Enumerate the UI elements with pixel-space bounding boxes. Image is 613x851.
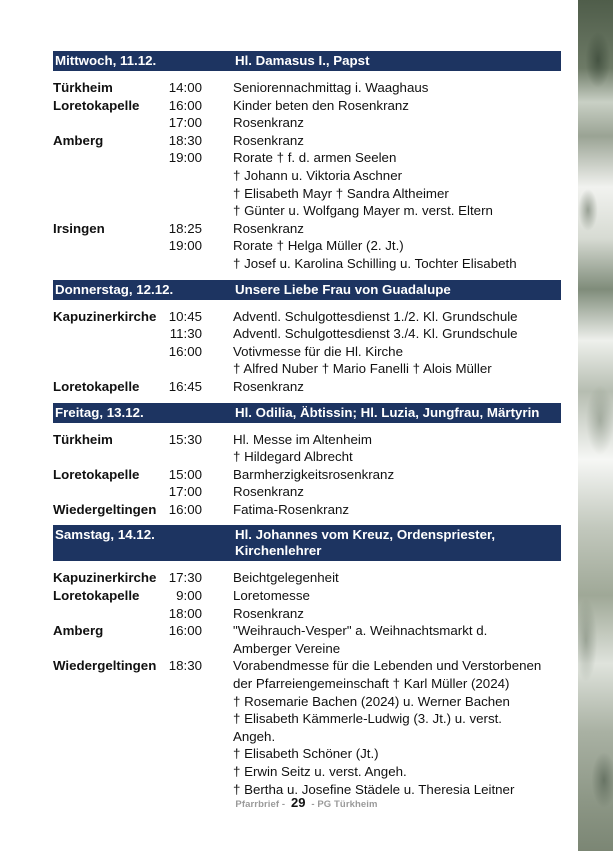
entry-description xyxy=(233,325,561,343)
day-section xyxy=(53,403,561,526)
entry-line: Rorate † Helga Müller (2. Jt.) xyxy=(233,238,404,254)
day-date: Donnerstag, 12.12. xyxy=(55,281,174,297)
entry-location: Loretokapelle xyxy=(53,97,140,113)
entry-location xyxy=(53,237,167,272)
entry-description xyxy=(233,483,561,501)
entry-time: 14:00 xyxy=(168,80,202,95)
entry-time: 16:00 xyxy=(168,623,202,639)
entry-line: Hl. Messe im Altenheim xyxy=(233,431,372,447)
entry-location: Loretokapelle xyxy=(53,588,140,604)
entry-description xyxy=(233,622,561,657)
entry-location xyxy=(53,483,167,501)
schedule-entry xyxy=(53,79,561,97)
entry-location: Amberg xyxy=(53,623,104,639)
entry-description xyxy=(233,343,561,378)
entry-line: † Bertha u. Josefine Städele u. Theresia Leitner xyxy=(233,781,515,797)
day-section xyxy=(53,280,561,403)
day-section xyxy=(53,51,561,280)
entry-description xyxy=(233,149,561,219)
entry-time: 15:00 xyxy=(168,466,202,482)
entry-time: 10:45 xyxy=(168,308,202,324)
entry-time: 17:00 xyxy=(168,484,202,500)
schedule-entry xyxy=(53,308,561,326)
entry-line: Beichtgelegenheit xyxy=(233,570,339,586)
entry-line: Rosenkranz xyxy=(233,132,304,148)
entry-line: Adventl. Schulgottesdienst 1./2. Kl. Grundschule xyxy=(233,308,518,324)
schedule-entry xyxy=(53,466,561,484)
entry-location: Kapuzinerkirche xyxy=(53,570,157,586)
day-feast-title: Hl. Damasus I., Papst xyxy=(235,53,370,68)
entry-time: 19:00 xyxy=(168,150,202,166)
entry-line: † Rosemarie Bachen (2024) u. Werner Bachen xyxy=(233,693,510,709)
day-date: Samstag, 14.12. xyxy=(55,527,155,543)
schedule-entry xyxy=(53,605,561,623)
entry-location: Irsingen xyxy=(53,220,105,236)
schedule-entry xyxy=(53,114,561,132)
entry-description xyxy=(233,97,561,115)
page-number: 29 xyxy=(290,795,306,810)
entry-location: Loretokapelle xyxy=(53,378,140,394)
day-section xyxy=(53,525,561,805)
day-feast-title: Hl. Johannes vom Kreuz, Ordenspriester, Kirchenlehrer xyxy=(235,527,496,559)
entry-time: 9:00 xyxy=(176,588,202,604)
entry-time: 11:30 xyxy=(169,326,202,342)
entry-location: Loretokapelle xyxy=(53,466,140,482)
entry-location xyxy=(53,343,167,378)
schedule-entry xyxy=(53,587,561,605)
entry-time: 18:00 xyxy=(168,605,202,621)
entry-time: 16:00 xyxy=(168,501,202,517)
entry-time: 17:00 xyxy=(168,115,202,131)
day-date: Mittwoch, 11.12. xyxy=(55,53,157,68)
entry-time: 17:30 xyxy=(168,570,202,586)
entry-description xyxy=(233,431,561,466)
entry-description xyxy=(233,308,561,326)
day-header xyxy=(53,51,561,71)
entry-location xyxy=(53,325,167,343)
entry-line: Rosenkranz xyxy=(233,220,304,236)
entry-time: 19:00 xyxy=(168,238,202,254)
entry-location: Türkheim xyxy=(53,431,113,447)
schedule-entry xyxy=(53,237,561,272)
entry-description xyxy=(233,501,561,519)
entry-line: Fatima-Rosenkranz xyxy=(233,501,350,517)
day-header xyxy=(53,403,561,423)
day-header xyxy=(53,280,561,300)
entry-line: Loretomesse xyxy=(233,588,310,604)
day-feast-title: Hl. Odilia, Äbtissin; Hl. Luzia, Jungfrau, Märtyrin xyxy=(235,404,540,420)
entry-time: 16:00 xyxy=(168,97,202,113)
entry-line: Adventl. Schulgottesdienst 3./4. Kl. Grundschule xyxy=(233,326,518,342)
schedule-entry xyxy=(53,378,561,396)
schedule-entry xyxy=(53,132,561,150)
entry-time: 16:00 xyxy=(168,343,202,359)
entry-time: 15:30 xyxy=(168,431,202,447)
schedule-entry xyxy=(53,483,561,501)
entry-line: Kinder beten den Rosenkranz xyxy=(233,97,409,113)
entry-line: † Alfred Nuber † Mario Fanelli † Alois Müller xyxy=(233,361,492,377)
entry-line: Votivmesse für die Hl. Kirche xyxy=(233,343,403,359)
background-photo-edge xyxy=(578,0,613,851)
entry-location: Kapuzinerkirche xyxy=(53,308,157,324)
schedule-entry xyxy=(53,220,561,238)
entry-line: † Elisabeth Kämmerle-Ludwig (3. Jt.) u. verst. xyxy=(233,711,502,727)
entry-line: Rorate † f. d. armen Seelen xyxy=(233,150,397,166)
footer-publication: Pfarrbrief - xyxy=(235,799,286,810)
entry-line: † Günter u. Wolfgang Mayer m. verst. Eltern xyxy=(233,203,493,219)
entry-time: 18:30 xyxy=(168,658,202,674)
entry-line: † Johann u. Viktoria Aschner xyxy=(233,167,403,183)
entry-line: Seniorennachmittag i. Waaghaus xyxy=(233,80,429,95)
entry-location: Türkheim xyxy=(53,80,113,95)
schedule-entry xyxy=(53,343,561,378)
entry-list xyxy=(53,561,561,805)
schedule xyxy=(53,51,561,805)
entry-list xyxy=(53,423,561,526)
entry-line: † Elisabeth Schöner (Jt.) xyxy=(233,746,379,762)
entry-line: † Erwin Seitz u. verst. Angeh. xyxy=(233,764,407,779)
entry-location xyxy=(53,605,167,623)
schedule-entry xyxy=(53,325,561,343)
footer-parish: - PG Türkheim xyxy=(311,799,378,810)
entry-line: Barmherzigkeitsrosenkranz xyxy=(233,466,395,482)
entry-line: Vorabendmesse für die Lebenden und Verstorbenen xyxy=(233,658,542,674)
entry-line: Angeh. xyxy=(233,728,276,744)
entry-description xyxy=(233,466,561,484)
entry-location: Wiedergeltingen xyxy=(53,658,157,674)
entry-description xyxy=(233,220,561,238)
schedule-entry xyxy=(53,569,561,587)
schedule-entry xyxy=(53,149,561,219)
entry-description xyxy=(233,587,561,605)
entry-description xyxy=(233,378,561,396)
entry-description xyxy=(233,79,561,97)
entry-description xyxy=(233,569,561,587)
entry-description xyxy=(233,605,561,623)
entry-description xyxy=(233,132,561,150)
entry-time: 16:45 xyxy=(168,378,202,394)
day-header xyxy=(53,525,561,561)
day-date: Freitag, 13.12. xyxy=(55,404,144,420)
page-footer xyxy=(0,795,613,810)
entry-line: Rosenkranz xyxy=(233,378,304,394)
entry-time: 18:30 xyxy=(168,132,202,148)
schedule-entry xyxy=(53,501,561,519)
entry-line: † Hildegard Albrecht xyxy=(233,449,353,465)
entry-line: Rosenkranz xyxy=(233,605,304,621)
schedule-entry xyxy=(53,657,561,798)
entry-line: † Elisabeth Mayr † Sandra Altheimer xyxy=(233,185,449,201)
day-feast-title: Unsere Liebe Frau von Guadalupe xyxy=(235,281,451,297)
entry-list xyxy=(53,71,561,280)
entry-location: Wiedergeltingen xyxy=(53,501,157,517)
entry-time: 18:25 xyxy=(168,220,202,236)
entry-line: Rosenkranz xyxy=(233,484,304,500)
entry-line: der Pfarreiengemeinschaft † Karl Müller (2024) xyxy=(233,676,510,692)
schedule-entry xyxy=(53,622,561,657)
entry-description xyxy=(233,657,561,798)
entry-location xyxy=(53,114,167,132)
schedule-entry xyxy=(53,431,561,466)
schedule-entry xyxy=(53,97,561,115)
entry-line: "Weihrauch-Vesper" a. Weihnachtsmarkt d. xyxy=(233,623,488,639)
entry-description xyxy=(233,237,561,272)
entry-list xyxy=(53,300,561,403)
entry-line: Amberger Vereine xyxy=(233,640,341,656)
entry-description xyxy=(233,114,561,132)
entry-location: Amberg xyxy=(53,132,104,148)
entry-location xyxy=(53,149,167,219)
entry-line: † Josef u. Karolina Schilling u. Tochter Elisabeth xyxy=(233,255,517,271)
entry-line: Rosenkranz xyxy=(233,115,304,131)
